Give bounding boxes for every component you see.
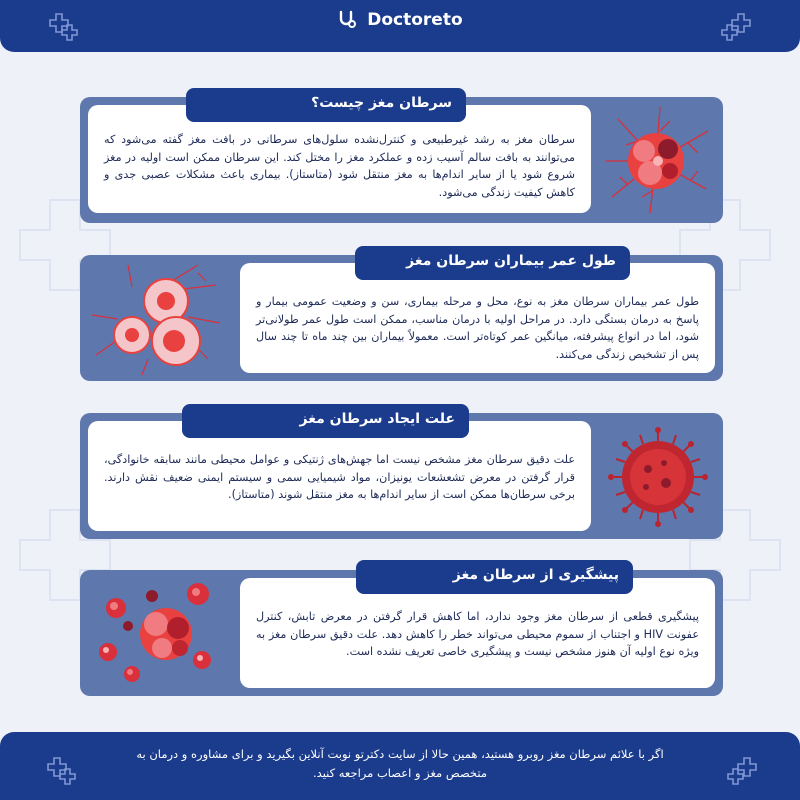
section-body-text: پیشگیری قطعی از سرطان مغز وجود ندارد، اما کاهش قرار گرفتن در معرض تابش، کنترل عفونت HIV و اجتناب از سموم محیطی می‌تواند خطر را کاهش دهد. علت دقیق سرطان مغز به ویژه نوع اولیه آن هنوز مشخص نیست و پیشگیری خاصی تعریف نشده است. bbox=[256, 610, 699, 658]
cancer-cells-cluster-icon bbox=[88, 259, 228, 377]
virus-cell-icon bbox=[598, 417, 718, 535]
tumor-cells-icon bbox=[88, 574, 228, 692]
section-title-prevention bbox=[356, 560, 633, 594]
section-title-text: پیشگیری از سرطان مغز bbox=[452, 567, 619, 583]
section-title-life-expectancy bbox=[355, 246, 630, 280]
header-bar bbox=[0, 0, 800, 52]
plus-cross-icon bbox=[724, 748, 764, 788]
footer-call-to-action bbox=[0, 732, 800, 800]
section-body-text: طول عمر بیماران سرطان مغز به نوع، محل و مرحله بیماری، سن و وضعیت عمومی بیمار و پاسخ به درمان بستگی دارد. در مراحل اولیه با درمان مناسب، ممکن است طول عمر طولانی‌تر شود، اما در انواع پیشرفته، میانگین عمر کوتاه‌تر است. معمولاً بیماران بین چند ماه تا چند سال پس از تشخیص زندگی می‌کنند. bbox=[256, 295, 699, 361]
section-title-what-is bbox=[186, 88, 466, 122]
stethoscope-icon bbox=[337, 10, 357, 30]
section-title-text: علت ایجاد سرطان مغز bbox=[299, 411, 455, 427]
neuron-cancer-cell-icon bbox=[598, 101, 718, 219]
section-title-text: سرطان مغز چیست؟ bbox=[311, 95, 452, 111]
plus-cross-icon bbox=[40, 748, 80, 788]
section-body-text: سرطان مغز به رشد غیرطبیعی و کنترل‌نشده سلول‌های سرطانی در بافت مغز گفته می‌شود که می‌توانند به بافت سالم آسیب زده و عملکرد مغز را مختل کند. این سرطان ممکن است اولیه در مغز شروع شود یا از سایر اندام‌ها به مغز منتقل شود (متاستاز). بیماری باعث مشکلات عصبی جدی و کاهش کیفیت زندگی می‌شود. bbox=[104, 133, 575, 199]
section-body-box bbox=[240, 578, 715, 688]
section-title-text: طول عمر بیماران سرطان مغز bbox=[406, 253, 616, 269]
footer-text: اگر با علائم سرطان مغز روبرو هستید، همین حالا از سایت دکترتو نوبت آنلاین بگیرید و برای مشاوره و درمان به متخصص مغز و اعصاب مراجعه کنید. bbox=[136, 747, 664, 780]
section-title-causes bbox=[182, 404, 469, 438]
section-body-text: علت دقیق سرطان مغز مشخص نیست اما جهش‌های ژنتیکی و عوامل محیطی مانند سابقه خانوادگی، قرار گرفتن در معرض تشعشعات یونیزان، مواد شیمیایی سمی و سیستم ایمنی ضعیف نقش دارند. برخی سرطان‌ها ممکن است از سایر اندام‌ها به مغز منتقل شوند (متاستاز). bbox=[104, 453, 575, 501]
brand-logo[interactable] bbox=[0, 10, 800, 30]
brand-name: Doctoreto bbox=[367, 10, 463, 30]
